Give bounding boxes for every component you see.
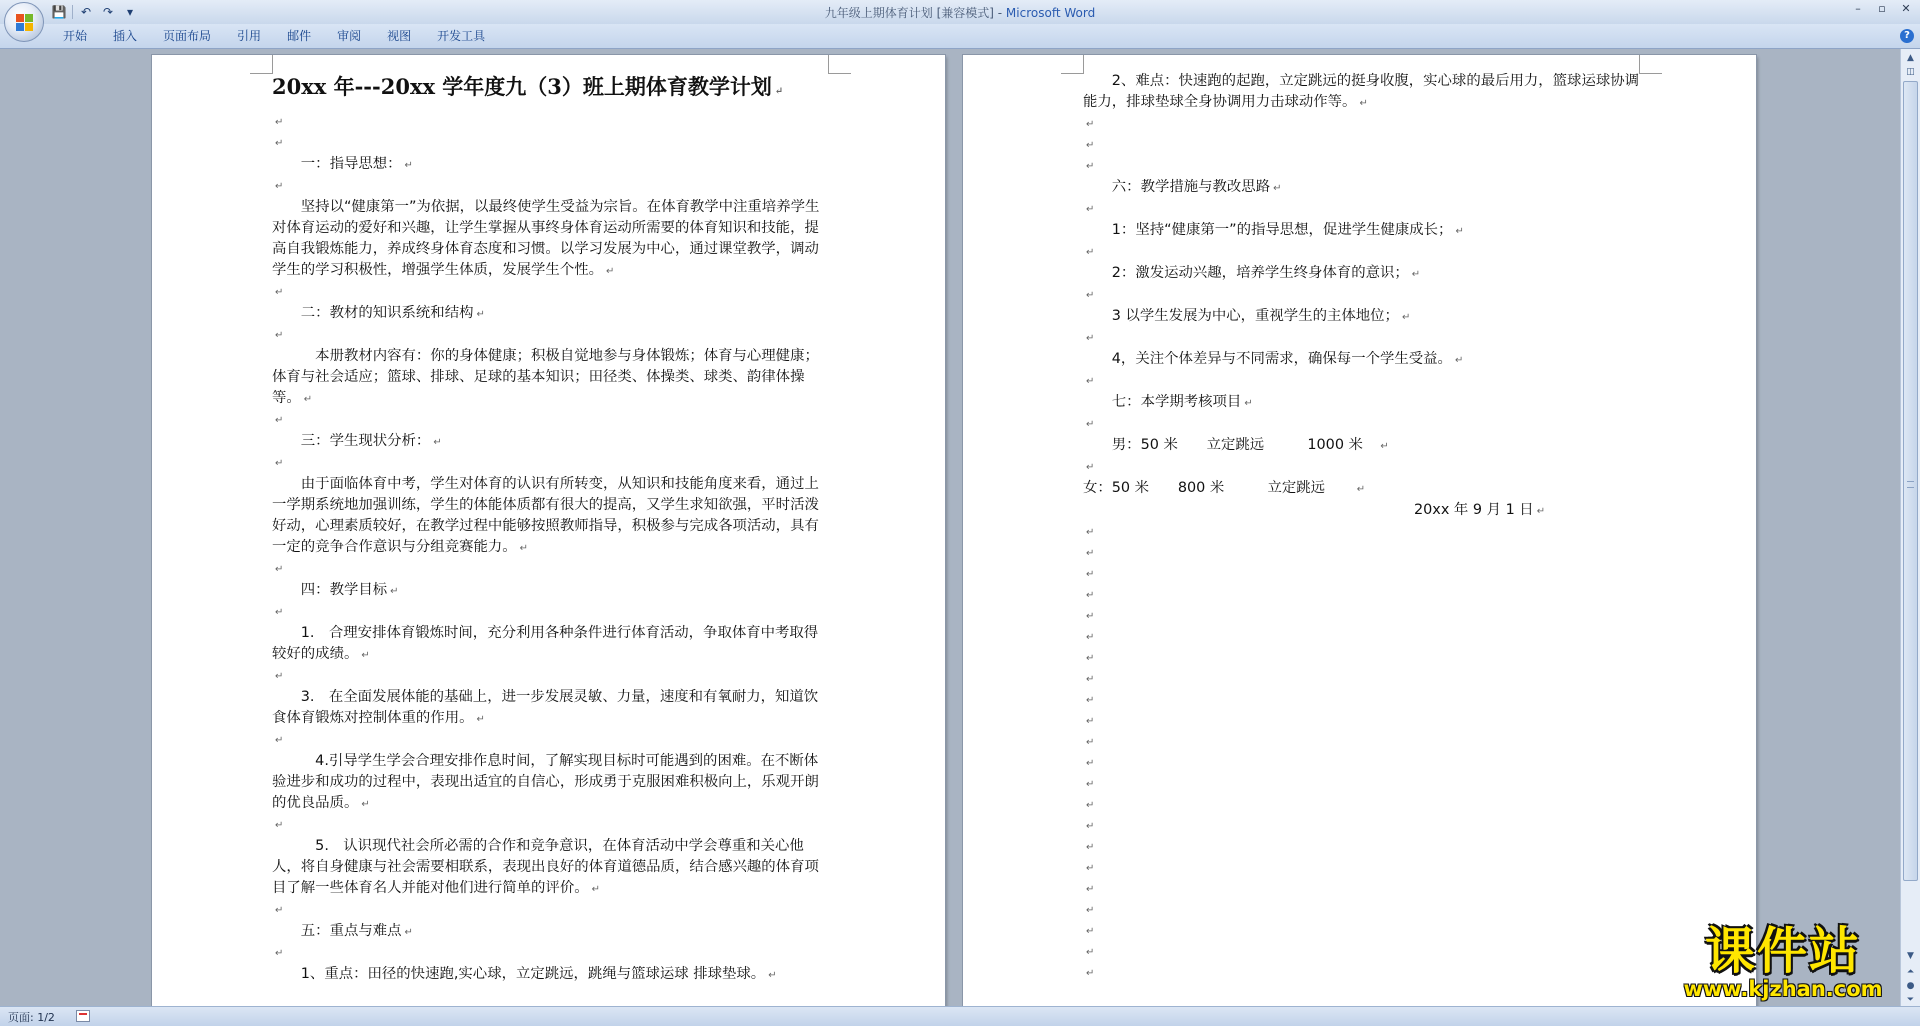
paragraph xyxy=(272,623,828,666)
paragraph-text: 3 以学生发展为中心，重视学生的主体地位； xyxy=(1083,308,1399,324)
paragraph-mark-icon: ↵ xyxy=(1086,333,1095,344)
paragraph-mark-icon: ↵ xyxy=(1086,204,1095,215)
ribbon-tab[interactable]: 引用 xyxy=(237,29,262,43)
paragraph xyxy=(1083,478,1653,500)
empty-paragraph xyxy=(1083,795,1653,816)
empty-paragraph xyxy=(1083,285,1653,306)
paragraph-mark-icon: ↵ xyxy=(1086,247,1095,258)
paragraph-mark-icon: ↵ xyxy=(303,394,313,405)
empty-paragraph xyxy=(1083,669,1653,690)
empty-paragraph xyxy=(272,410,828,431)
paragraph-text: 四：教学目标 xyxy=(272,582,388,598)
paragraph-mark-icon: ↵ xyxy=(1086,884,1095,895)
paragraph-mark-icon: ↵ xyxy=(1359,98,1368,109)
paragraph-mark-icon: ↵ xyxy=(275,820,284,831)
paragraph-mark-icon: ↵ xyxy=(1086,419,1095,430)
paragraph-mark-icon: ↵ xyxy=(476,309,485,320)
paragraph-mark-icon: ↵ xyxy=(361,650,370,661)
window-controls xyxy=(1848,1,1916,17)
paragraph-mark-icon: ↵ xyxy=(275,287,284,298)
scroll-thumb[interactable] xyxy=(1903,81,1918,881)
paragraph-mark-icon: ↵ xyxy=(1086,842,1095,853)
empty-paragraph xyxy=(272,815,828,836)
empty-paragraph xyxy=(272,602,828,623)
paragraph-mark-icon: ↵ xyxy=(1244,398,1253,409)
paragraph-text: 二：教材的知识系统和结构 xyxy=(272,305,474,321)
paragraph-mark-icon: ↵ xyxy=(1086,611,1095,622)
scroll-up-icon[interactable]: ▲ xyxy=(1907,53,1914,63)
empty-paragraph xyxy=(1083,921,1653,942)
paragraph-mark-icon: ↵ xyxy=(1273,183,1282,194)
empty-paragraph xyxy=(1083,114,1653,135)
page-2-paragraphs xyxy=(1083,71,1653,984)
paragraph-mark-icon: ↵ xyxy=(1086,462,1095,473)
help-icon[interactable]: ? xyxy=(1900,29,1914,43)
office-button[interactable] xyxy=(4,2,44,42)
empty-paragraph xyxy=(1083,156,1653,177)
paragraph-mark-icon: ↵ xyxy=(1086,800,1095,811)
paragraph-text: 一：指导思想： xyxy=(272,156,402,172)
document-area[interactable] xyxy=(0,49,1900,1006)
page-indicator[interactable]: 页面: 1/2 xyxy=(8,1011,55,1024)
paragraph-mark-icon: ↵ xyxy=(1086,140,1095,151)
paragraph-mark-icon: ↵ xyxy=(1086,527,1095,538)
empty-paragraph xyxy=(1083,414,1653,435)
crop-mark xyxy=(828,55,851,74)
empty-paragraph xyxy=(1083,328,1653,349)
empty-paragraph xyxy=(1083,242,1653,263)
paragraph-mark-icon: ↵ xyxy=(390,586,399,597)
paragraph-mark-icon: ↵ xyxy=(1536,506,1546,517)
empty-paragraph xyxy=(1083,648,1653,669)
paragraph-text: 4，关注个体差异与不同需求，确保每一个学生受益。 xyxy=(1083,351,1452,367)
empty-paragraph xyxy=(1083,900,1653,921)
paragraph xyxy=(272,964,828,986)
empty-paragraph xyxy=(1083,753,1653,774)
ribbon-tabs xyxy=(50,24,498,48)
empty-paragraph xyxy=(1083,732,1653,753)
ribbon-tab[interactable]: 页面布局 xyxy=(163,29,212,43)
watermark-text: 课件站 xyxy=(1705,922,1861,980)
paragraph-mark-icon: ↵ xyxy=(275,458,284,469)
paragraph xyxy=(272,346,828,410)
empty-paragraph xyxy=(1083,543,1653,564)
empty-paragraph xyxy=(272,282,828,303)
paragraph xyxy=(1083,220,1653,242)
paragraph-text: 六：教学措施与教改思路 xyxy=(1083,179,1271,195)
paragraph-mark-icon: ↵ xyxy=(433,437,442,448)
empty-paragraph xyxy=(272,559,828,580)
paragraph-mark-icon: ↵ xyxy=(591,884,600,895)
page-1-paragraphs xyxy=(272,112,828,986)
paragraph-mark-icon: ↵ xyxy=(1086,779,1095,790)
title-bar xyxy=(0,0,1920,24)
empty-paragraph xyxy=(272,730,828,751)
paragraph-mark-icon: ↵ xyxy=(1401,312,1411,323)
paragraph-text: 2、难点：快速跑的起跑，立定跳远的挺身收腹，实心球的最后用力，篮球运球协调能力，排球垫球全身协调用力击球动作等。 xyxy=(1083,73,1640,110)
empty-paragraph xyxy=(1083,963,1653,984)
previous-page-icon[interactable]: ⏶ xyxy=(1906,967,1915,977)
empty-paragraph xyxy=(1083,942,1653,963)
ribbon-tab[interactable]: 插入 xyxy=(113,29,138,43)
paragraph xyxy=(1083,71,1653,114)
paragraph-text: 由于面临体育中考，学生对体育的认识有所转变，从知识和技能角度来看，通过上一学期系统地加强训练，学生的体能体质都有很大的提高，又学生求知欲强，平时活泼好动，心理素质较好，在教学过程中能够按照教师指导，积极参与完成各项活动，具有一定的竞争合作意识与分组竞赛能力。 xyxy=(272,476,819,555)
paragraph-text: 五：重点与难点 xyxy=(272,923,402,939)
paragraph-mark-icon: ↵ xyxy=(1086,947,1095,958)
paragraph-mark-icon: ↵ xyxy=(1086,653,1095,664)
empty-paragraph xyxy=(1083,774,1653,795)
paragraph-mark-icon: ↵ xyxy=(1455,226,1464,237)
app-name: Microsoft Word xyxy=(1005,6,1096,20)
close-button[interactable]: ✕ xyxy=(1901,2,1911,15)
paragraph xyxy=(272,431,828,453)
paragraph xyxy=(272,580,828,602)
paragraph-mark-icon: ↵ xyxy=(404,927,413,938)
paragraph xyxy=(272,836,828,900)
paragraph-mark-icon: ↵ xyxy=(1380,441,1389,452)
paragraph-text: 1：坚持“健康第一”的指导思想，促进学生健康成长； xyxy=(1083,222,1453,238)
paragraph-mark-icon: ↵ xyxy=(275,671,284,682)
paragraph-text: 七：本学期考核项目 xyxy=(1083,394,1242,410)
empty-paragraph xyxy=(1083,627,1653,648)
empty-paragraph xyxy=(272,133,828,154)
paragraph xyxy=(1083,349,1653,371)
redo-icon[interactable]: ↷ xyxy=(102,5,114,19)
paragraph-mark-icon: ↵ xyxy=(1086,695,1095,706)
paragraph-mark-icon: ↵ xyxy=(1086,632,1095,643)
document-title: 九年级上期体育计划 [兼容模式] - xyxy=(824,6,1006,20)
paragraph-mark-icon: ↵ xyxy=(1086,821,1095,832)
paragraph-mark-icon: ↵ xyxy=(1086,674,1095,685)
paragraph-mark-icon: ↵ xyxy=(275,181,284,192)
office-logo-icon xyxy=(16,14,33,31)
paragraph xyxy=(272,687,828,730)
empty-paragraph xyxy=(272,112,828,133)
next-page-icon[interactable]: ⏷ xyxy=(1906,995,1915,1005)
paragraph xyxy=(1083,263,1653,285)
empty-paragraph xyxy=(1083,879,1653,900)
paragraph xyxy=(1083,435,1653,457)
empty-paragraph xyxy=(272,666,828,687)
paragraph-mark-icon: ↵ xyxy=(275,564,284,575)
paragraph-mark-icon: ↵ xyxy=(275,607,284,618)
paragraph-mark-icon: ↵ xyxy=(275,330,284,341)
paragraph-mark-icon: ↵ xyxy=(1086,863,1095,874)
paragraph xyxy=(1083,177,1653,199)
paragraph-mark-icon: ↵ xyxy=(1086,968,1095,979)
empty-paragraph xyxy=(1083,585,1653,606)
empty-paragraph xyxy=(272,943,828,964)
paragraph-mark-icon: ↵ xyxy=(1454,355,1464,366)
proofing-status-icon[interactable] xyxy=(76,1010,90,1022)
empty-paragraph xyxy=(1083,564,1653,585)
paragraph-mark-icon: ↵ xyxy=(275,415,284,426)
paragraph-text: 女：50 米 800 米 立定跳远 xyxy=(1083,480,1354,496)
paragraph-mark-icon: ↵ xyxy=(476,714,485,725)
paragraph xyxy=(1083,306,1653,328)
paragraph-mark-icon: ↵ xyxy=(1086,737,1095,748)
undo-icon[interactable]: ↶ xyxy=(80,5,92,19)
paragraph-mark-icon: ↵ xyxy=(1086,758,1095,769)
ribbon-tab-bar xyxy=(0,24,1920,49)
paragraph-text: 三：学生现状分析： xyxy=(272,433,431,449)
minimize-button[interactable]: – xyxy=(1855,2,1861,15)
paragraph-mark-icon: ↵ xyxy=(1086,548,1095,559)
paragraph xyxy=(272,474,828,559)
paragraph-mark-icon: ↵ xyxy=(1086,290,1095,301)
ribbon-tab[interactable]: 开发工具 xyxy=(437,29,486,43)
ruler-toggle-icon[interactable]: ◫ xyxy=(1906,67,1915,77)
scroll-down-icon[interactable]: ▼ xyxy=(1907,951,1914,961)
restore-button[interactable]: ▫ xyxy=(1878,2,1886,15)
paragraph xyxy=(272,303,828,325)
ribbon-tab[interactable]: 开始 xyxy=(63,29,88,43)
paragraph-mark-icon: ↵ xyxy=(606,266,615,277)
watermark-url: www.kjzhan.com xyxy=(1683,977,1883,1001)
paragraph-mark-icon: ↵ xyxy=(1356,484,1366,495)
empty-paragraph xyxy=(1083,858,1653,879)
empty-paragraph xyxy=(1083,457,1653,478)
paragraph-text: 2：激发运动兴趣，培养学生终身体育的意识； xyxy=(1083,265,1409,281)
paragraph-text: 4.引导学生学会合理安排作息时间，了解实现目标时可能遇到的困难。在不断体验进步和成功的过程中，表现出适宜的自信心，形成勇于克服困难积极向上，乐观开朗的优良品质。 xyxy=(272,753,819,811)
empty-paragraph xyxy=(1083,837,1653,858)
crop-mark xyxy=(1061,55,1084,74)
empty-paragraph xyxy=(1083,711,1653,732)
empty-paragraph xyxy=(1083,690,1653,711)
paragraph-mark-icon: ↵ xyxy=(1086,569,1095,580)
ribbon-tab[interactable]: 邮件 xyxy=(287,29,312,43)
paragraph-mark-icon: ↵ xyxy=(275,905,284,916)
paragraph xyxy=(272,921,828,943)
page-2-body[interactable] xyxy=(1083,71,1653,984)
page-1[interactable] xyxy=(152,55,945,1006)
status-bar xyxy=(0,1006,1920,1026)
document-heading: 20xx 年---20xx 学年度九（3）班上期体育教学计划 ↵ xyxy=(272,74,784,99)
watermark-logo xyxy=(1668,924,1898,1004)
empty-paragraph xyxy=(1083,606,1653,627)
paragraph-mark-icon: ↵ xyxy=(275,948,284,959)
paragraph-text: 20xx 年 9 月 1 日 xyxy=(1083,502,1534,518)
empty-paragraph xyxy=(1083,371,1653,392)
paragraph-mark-icon: ↵ xyxy=(1086,119,1095,130)
paragraph-mark-icon: ↵ xyxy=(1086,926,1095,937)
paragraph xyxy=(1083,392,1653,414)
empty-paragraph xyxy=(1083,199,1653,220)
paragraph xyxy=(272,197,828,282)
select-browse-object-icon[interactable]: ● xyxy=(1906,981,1915,991)
paragraph-text: 3. 在全面发展体能的基础上，进一步发展灵敏、力量，速度和有氧耐力，知道饮食体育锻炼对控制体重的作用。 xyxy=(272,689,819,726)
paragraph xyxy=(1083,500,1653,522)
paragraph-mark-icon: ↵ xyxy=(275,117,284,128)
ribbon-tab[interactable]: 审阅 xyxy=(337,29,362,43)
vertical-scrollbar[interactable] xyxy=(1900,49,1920,1006)
paragraph-mark-icon: ↵ xyxy=(1086,590,1095,601)
paragraph-mark-icon: ↵ xyxy=(1086,905,1095,916)
paragraph xyxy=(272,751,828,815)
page-2[interactable] xyxy=(963,55,1756,1006)
paragraph-mark-icon: ↵ xyxy=(404,160,413,171)
save-icon[interactable]: 💾 xyxy=(51,5,67,19)
paragraph-text: 1、重点：田径的快速跑,实心球，立定跳远，跳绳与篮球运球 排球垫球。 xyxy=(272,966,766,982)
paragraph-mark-icon: ↵ xyxy=(768,970,777,981)
crop-mark xyxy=(250,55,273,74)
paragraph-text: 1. 合理安排体育锻炼时间，充分利用各种条件进行体育活动，争取体育中考取得较好的成绩。 xyxy=(272,625,819,662)
paragraph-text: 本册教材内容有：你的身体健康；积极自觉地参与身体锻炼；体育与心理健康；体育与社会适应；篮球、排球、足球的基本知识；田径类、体操类、球类、韵律体操等。 xyxy=(272,348,819,406)
paragraph-mark-icon: ↵ xyxy=(1411,269,1421,280)
paragraph-text: 坚持以“健康第一”为依据，以最终使学生受益为宗旨。在体育教学中注重培养学生对体育运动的爱好和兴趣，让学生掌握从事终身体育运动所需要的体育知识和技能，提高自我锻炼能力，养成终身体育态度和习惯。以学习发展为中心，通过课堂教学，调动学生的学习积极性，增强学生体质，发展学生个性。 xyxy=(272,199,820,278)
paragraph-mark-icon: ↵ xyxy=(1086,376,1095,387)
empty-paragraph xyxy=(272,900,828,921)
paragraph-mark-icon: ↵ xyxy=(519,543,529,554)
paragraph-mark-icon: ↵ xyxy=(1086,716,1095,727)
empty-paragraph xyxy=(272,453,828,474)
empty-paragraph xyxy=(1083,816,1653,837)
empty-paragraph xyxy=(272,176,828,197)
empty-paragraph xyxy=(272,325,828,346)
paragraph-mark-icon: ↵ xyxy=(275,138,284,149)
paragraph-mark-icon: ↵ xyxy=(275,735,284,746)
customize-qat-icon[interactable]: ▾ xyxy=(126,5,134,19)
page-1-body[interactable] xyxy=(272,73,828,986)
empty-paragraph xyxy=(1083,135,1653,156)
paragraph xyxy=(272,154,828,176)
window-title xyxy=(0,4,1920,21)
ribbon-tab[interactable]: 视图 xyxy=(387,29,412,43)
empty-paragraph xyxy=(1083,522,1653,543)
paragraph-mark-icon: ↵ xyxy=(1086,161,1095,172)
paragraph-mark-icon: ↵ xyxy=(361,799,370,810)
paragraph-text: 男：50 米 立定跳远 1000 米 xyxy=(1083,437,1378,453)
paragraph-text: 5. 认识现代社会所必需的合作和竞争意识，在体育活动中学会尊重和关心他人，将自身健康与社会需要相联系，表现出良好的体育道德品质，结合感兴趣的体育项目了解一些体育名人并能对他们进行简单的评价。 xyxy=(272,838,819,896)
